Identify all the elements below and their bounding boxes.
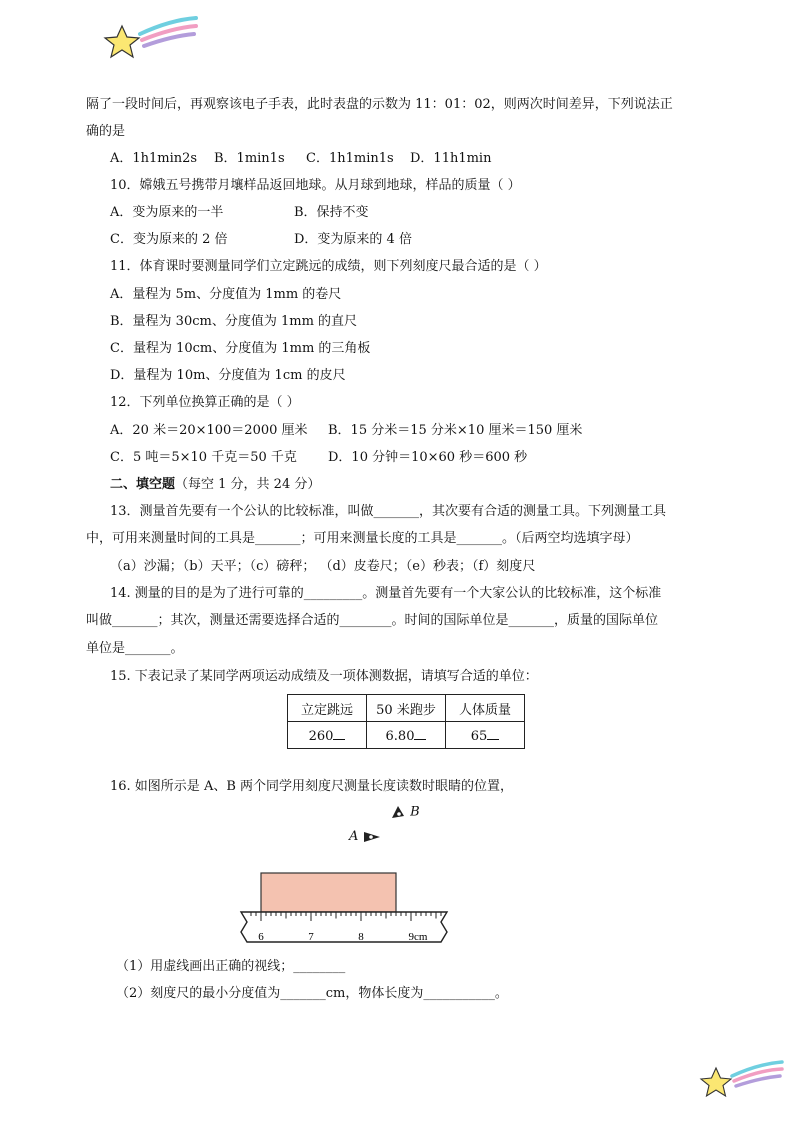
ruler-label-7: 7 xyxy=(308,931,314,943)
q12-option-a: A．20 米＝20×100＝2000 厘米 xyxy=(110,423,308,438)
q9-option-d: D．11h1min xyxy=(410,151,492,166)
section-heading xyxy=(110,476,320,494)
table-cell: 65 xyxy=(446,722,525,749)
eye-icon xyxy=(363,830,381,844)
table-header-row xyxy=(288,695,525,722)
q12-option-b: B．15 分米＝15 分米×10 厘米＝150 厘米 xyxy=(328,423,583,438)
q11-option-b: B．量程为 30cm、分度值为 1mm 的直尺 xyxy=(110,314,358,329)
q10-option-b: B．保持不变 xyxy=(294,205,369,220)
answer-blank xyxy=(487,727,499,740)
q15-table xyxy=(287,694,525,749)
table-header: 50 米跑步 xyxy=(367,695,446,722)
shooting-star-icon xyxy=(696,1058,786,1100)
q14-line2: 叫做_______；其次，测量还需要选择合适的________。时间的国际单位是_______，质量的国际单位 xyxy=(86,613,659,628)
answer-blank xyxy=(333,727,345,740)
q11-stem: 11．体育课时要测量同学们立定跳远的成绩，则下列刻度尺最合适的是（ ） xyxy=(110,259,547,274)
table-cell: 6.80 xyxy=(367,722,446,749)
eye-b xyxy=(390,804,420,820)
q10-option-c: C．变为原来的 2 倍 xyxy=(110,232,228,247)
section-note: （每空 1 分，共 24 分） xyxy=(175,477,321,492)
q11-option-c: C．量程为 10cm、分度值为 1mm 的三角板 xyxy=(110,341,371,356)
q12-stem: 12．下列单位换算正确的是（ ） xyxy=(110,395,300,410)
q10-option-d: D．变为原来的 4 倍 xyxy=(294,232,412,247)
q9-option-a: A．1h1min2s xyxy=(110,151,198,166)
q13-line3: （a）沙漏；（b）天平；（c）磅秤； （d）皮卷尺；（e）秒表；（f）刻度尺 xyxy=(110,559,536,574)
eye-icon xyxy=(390,804,406,820)
ruler-label-6: 6 xyxy=(258,931,264,943)
shooting-star-icon xyxy=(100,14,200,62)
table-cell: 260 xyxy=(288,722,367,749)
q9-line1: 隔了一段时间后，再观察该电子手表，此时表盘的示数为 11：01：02，则两次时间差异，下列说法正 xyxy=(86,97,673,112)
q16-stem: 16. 如图所示是 A、B 两个同学用刻度尺测量长度读数时眼睛的位置， xyxy=(110,779,514,794)
q12-option-c: C．5 吨＝5×10 千克＝50 千克 xyxy=(110,450,297,465)
q11-option-a: A．量程为 5m、分度值为 1mm 的卷尺 xyxy=(110,287,342,302)
ruler-label-8: 8 xyxy=(358,931,364,943)
answer-blank xyxy=(414,727,426,740)
q10-stem: 10．嫦娥五号携带月壤样品返回地球。从月球到地球，样品的质量（ ） xyxy=(110,178,521,193)
q13-line1: 13．测量首先要有一个公认的比较标准，叫做_______，其次要有合适的测量工具。下列测量工具 xyxy=(110,504,667,519)
table-header: 立定跳远 xyxy=(288,695,367,722)
q12-option-d: D．10 分钟＝10×60 秒＝600 秒 xyxy=(328,450,528,465)
table-row xyxy=(288,722,525,749)
q16-sub2: （2）刻度尺的最小分度值为_______cm，物体长度为___________。 xyxy=(116,986,508,1001)
ruler-figure xyxy=(234,868,454,948)
table-header: 人体质量 xyxy=(446,695,525,722)
q14-line3: 单位是_______。 xyxy=(86,641,184,656)
section-title: 二、填空题 xyxy=(110,477,176,492)
q14-line1: 14. 测量的目的是为了进行可靠的_________。测量首先要有一个大家公认的比较标准，这个标准 xyxy=(110,586,662,601)
q9-line2: 确的是 xyxy=(86,124,126,139)
q9-option-b: B．1min1s xyxy=(214,151,285,166)
eye-a xyxy=(349,829,381,844)
ruler-label-9cm: 9cm xyxy=(408,931,428,943)
q16-sub1: （1）用虚线画出正确的视线；________ xyxy=(116,959,346,974)
eye-b-label: B xyxy=(410,804,420,820)
q10-option-a: A．变为原来的一半 xyxy=(110,205,224,220)
q9-option-c: C．1h1min1s xyxy=(306,151,394,166)
q15-stem: 15. 下表记录了某同学两项运动成绩及一项体测数据，请填写合适的单位： xyxy=(110,669,538,684)
eye-a-label: A xyxy=(349,829,359,844)
q13-line2: 中，可用来测量时间的工具是_______；可用来测量长度的工具是_______。（后两空均选填字母） xyxy=(86,531,639,546)
measured-block xyxy=(261,873,396,912)
q11-option-d: D．量程为 10m、分度值为 1cm 的皮尺 xyxy=(110,368,346,383)
